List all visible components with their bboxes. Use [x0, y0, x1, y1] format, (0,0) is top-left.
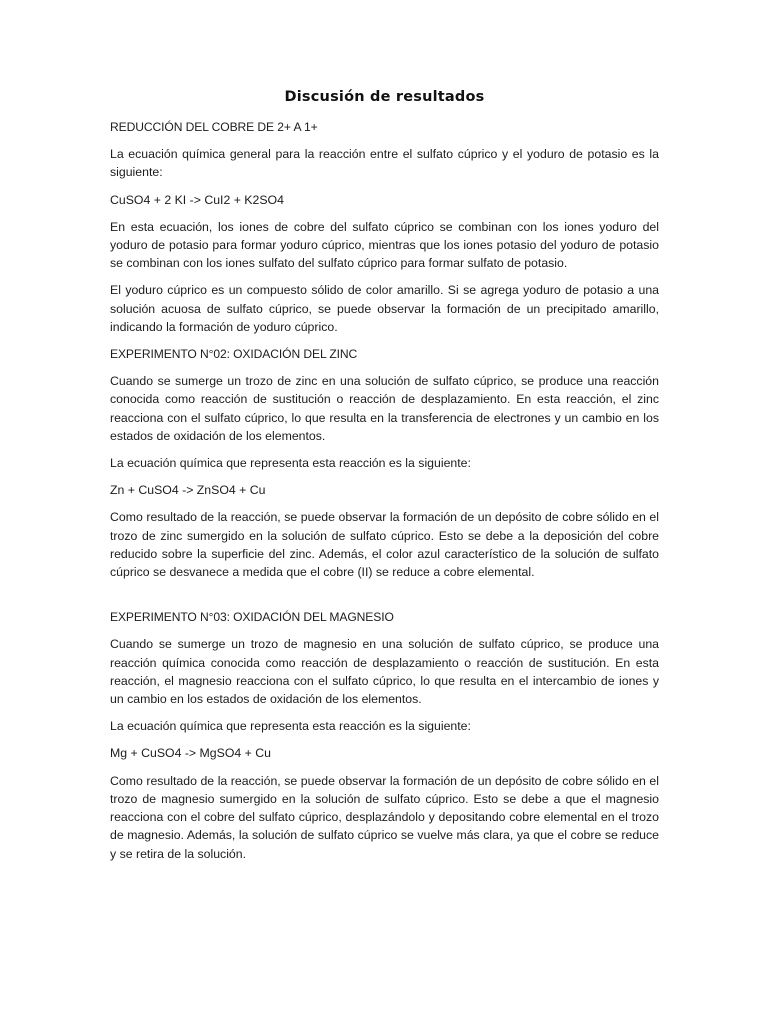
section-heading: EXPERIMENTO N°03: OXIDACIÓN DEL MAGNESIO — [110, 610, 394, 625]
section-oxidacion-zinc — [110, 345, 659, 581]
section-reduccion-cobre — [110, 118, 659, 336]
section-oxidacion-magnesio — [110, 608, 659, 862]
chemical-equation: CuSO4 + 2 KI -> CuI2 + K2SO4 — [110, 192, 284, 207]
paragraph-observation: El yoduro cúprico es un compuesto sólido de color amarillo. Si se agrega yoduro de potasio a una solución acuosa de sulfato cúprico, se puede observar la formación de un precipitado amarillo, indicando la formación de yoduro cúprico. — [110, 283, 659, 334]
paragraph-explanation: En esta ecuación, los iones de cobre del sulfato cúprico se combinan con los iones yoduro del yoduro de potasio para formar yoduro cúprico, mientras que los iones potasio del yoduro de potasio se combinan con los iones sulfato del sulfato cúprico para formar sulfato de potasio. — [110, 219, 659, 271]
paragraph-result: Como resultado de la reacción, se puede observar la formación de un depósito de cobre sólido en el trozo de magnesio sumergido en la solución de sulfato cúprico. Esto se debe a que el magnesio reacciona con el cobre del sulfato cúprico, desplazándolo y depositando cobre elemental en el trozo de magnesio. Además, la solución de sulfato cúprico se vuelve más clara, ya que el cobre se reduce y se retira de la solución. — [110, 773, 659, 861]
page-title: Discusión de resultados — [284, 89, 485, 105]
section-heading: REDUCCIÓN DEL COBRE DE 2+ A 1+ — [110, 120, 318, 134]
paragraph-result: Como resultado de la reacción, se puede observar la formación de un depósito de cobre sólido en el trozo de zinc sumergido en la solución de sulfato cúprico. Esto se debe a la deposición del cobre reducido sobre la superficie del zinc. Además, el color azul característico de la solución de sulfato cúprico se desvanece a medida que el cobre (II) se reduce a cobre elemental. — [110, 510, 659, 580]
chemical-equation: Mg + CuSO4 -> MgSO4 + Cu — [110, 746, 271, 761]
section-heading: EXPERIMENTO N°02: OXIDACIÓN DEL ZINC — [110, 347, 358, 362]
section-spacer — [110, 590, 659, 608]
paragraph-intro: La ecuación química general para la reacción entre el sulfato cúprico y el yoduro de potasio es la siguiente: — [110, 147, 659, 180]
paragraph-description: Cuando se sumerge un trozo de zinc en una solución de sulfato cúprico, se produce una reacción conocida como reacción de sustitución o reacción de desplazamiento. En esta reacción, el zinc reacciona con el sulfato cúprico, lo que resulta en la transferencia de electrones y un cambio en los estados de oxidación de los elementos. — [110, 374, 659, 443]
chemical-equation: Zn + CuSO4 -> ZnSO4 + Cu — [110, 483, 266, 498]
document-body — [110, 87, 659, 872]
paragraph-description: Cuando se sumerge un trozo de magnesio en una solución de sulfato cúprico, se produce una reacción química conocida como reacción de desplazamiento o reacción de sustitución. En esta reacción, el magnesio reacciona con el sulfato cúprico, lo que resulta en el intercambio de iones y un cambio en los estados de oxidación de los elementos. — [110, 637, 659, 707]
paragraph-intro: La ecuación química que representa esta reacción es la siguiente: — [110, 719, 471, 734]
paragraph-intro: La ecuación química que representa esta reacción es la siguiente: — [110, 456, 471, 471]
